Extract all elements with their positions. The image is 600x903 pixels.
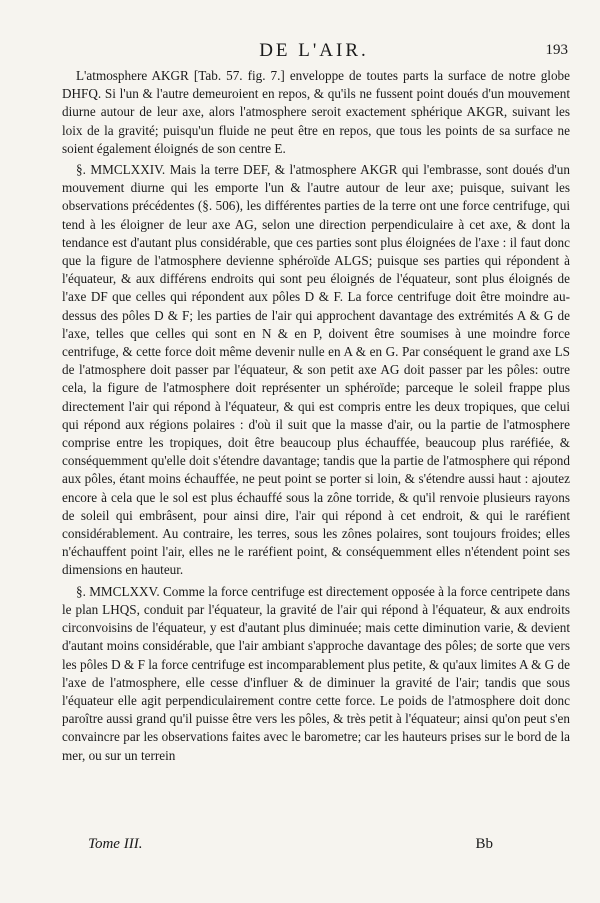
- running-title: DE L'AIR.: [259, 40, 369, 61]
- paragraph-section-2174: §. MMCLXXIV. Mais la terre DEF, & l'atmosphere AKGR qui l'embrasse, sont doués d'un mouvement diurne qui les emporte l'un & l'autre autour de leur axe; puisque, suivant les observations précédentes (§. 506), les différentes parties de la terre ont une force centrifuge, qui tend à les éloigner de leur axe AG, selon une direction perpendiculaire à cet axe, & dont la tendance est d'autant plus considérable, que ces parties sont plus éloignées de l'axe : il faut donc que la figure de l'atmosphere devienne sphéroïde ALGS; puisque ses parties qui répondent à l'équateur, & aux différens endroits qui sont peu éloignés de l'équateur, sont plus éloignés de l'axe DF que celles qui répondent aux pôles D & F. La force centrifuge doit être moindre au-dessus des pôles D & F; les parties de l'air qui approchent davantage des extrémités A & G de l'axe, telles que celles qui sont en N & en P, doivent être soumises à une moindre force centrifuge, & cette force doit même devenir nulle en A & en G. Par conséquent le grand axe LS de l'atmosphere doit passer par l'équateur, & son petit axe AG doit passer par les pôles: outre cela, la figure de l'atmosphere doit représenter un sphéroïde; parceque le soleil frappe plus directement l'air qui répond à l'équateur, & qui est compris entre les deux tropiques, que celui qui répond aux régions polaires : d'où il suit que la masse d'air, ou la partie de l'atmosphere comprise entre les tropiques, doit être beaucoup plus échauffée, beaucoup plus raréfiée, & conséquemment qu'elle doit s'étendre davantage; tandis que la partie de l'atmosphere qui répond aux pôles, étant moins échauffée, ne peut point se porter si loin, & s'étendre aussi haut : ajoutez encore à cela que le sol est plus échauffé sous la zône torride, & qu'il renvoie plusieurs rayons de soleil qui embrâsent, pour ainsi dire, l'air qui répond à cet endroit, & qui le raréfient considérablement. Au contraire, les terres, sous les zônes polaires, sont toujours froides; elles n'échauffent point l'air, elles ne le raréfient point, & conséquemment elles n'étendent point ses dimensions en hauteur.: [62, 162, 570, 578]
- page-number: 193: [545, 42, 568, 58]
- page-header: [60, 40, 568, 64]
- volume-label: Tome III.: [88, 836, 143, 852]
- page-body: [62, 67, 570, 765]
- page-footer: [88, 836, 493, 856]
- paragraph-section-2175: §. MMCLXXV. Comme la force centrifuge est directement opposée à la force centripete dans le plan LHQS, conduit par l'équateur, la gravité de l'air qui répond à l'équateur, & aux endroits circonvoisins de l'équateur, y est d'autant plus diminuée; mais cette diminution varie, & devient d'autant moins considérable, que l'air ambiant s'approche davantage des pôles; de sorte que vers les pôles D & F la force centrifuge est incomparablement plus petite, & qu'aux limites A & G de l'axe de l'atmosphere, elle cesse d'influer & de diminuer la gravité de l'air; tandis que sous l'équateur elle agit perpendiculairement contre cette force. Le poids de l'atmosphere doit donc paroître aussi grand qu'il puisse être vers les pôles, & très petit à l'équateur; ainsi qu'on peut s'en convaincre par les observations faites avec le barometre; car les hauteurs prises sur le bord de la mer, ou sur un terrein: [62, 583, 570, 763]
- signature-mark: Bb: [475, 836, 493, 852]
- paragraph-intro: L'atmosphere AKGR [Tab. 57. fig. 7.] enveloppe de toutes parts la surface de notre globe DHFQ. Si l'un & l'autre demeuroient en repos, & qu'ils ne fussent point doués d'un mouvement diurne autour de leur axe, alors l'atmosphere seroit exactement sphérique AKGR, suivant les loix de la gravité; puisqu'un fluide ne peut être en repos, que tous les points de sa surface ne soient également éloignés de son centre E.: [62, 68, 570, 156]
